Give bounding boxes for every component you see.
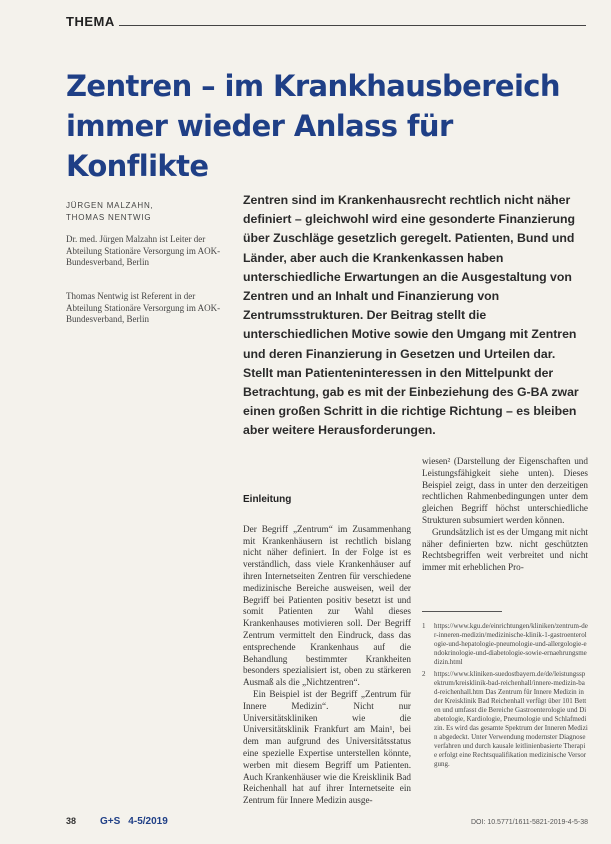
section-rubric (66, 14, 586, 29)
issue-number: 4-5/2019 (128, 816, 168, 827)
title-line-1: Zentren – im Krankhausbereich (66, 69, 560, 103)
footnote-number: 2 (422, 670, 426, 678)
body-column-2 (422, 456, 588, 574)
body-column-1 (243, 494, 411, 807)
footnotes (422, 622, 588, 772)
author-1: JÜRGEN MALZAHN, (66, 201, 154, 210)
section-heading: Einleitung (243, 494, 292, 505)
author-names (66, 200, 226, 224)
author-bio-2: Thomas Nentwig ist Referent in der Abteilung Stationäre Versorgung im AOK-Bundesverband, Berlin (66, 291, 221, 324)
rubric-label: THEMA (66, 14, 115, 29)
rubric-rule (119, 25, 586, 26)
footnote-number: 1 (422, 622, 426, 630)
body-paragraph: Grundsätzlich ist es der Umgang mit nicht näher definierten bzw. nicht geschützten Rechtsbegriffen weit verbreitet und nicht immer mit erheblichen Pro- (422, 526, 588, 573)
doi-label: DOI: 10.5771/1611-5821-2019-4-5-38 (470, 819, 588, 826)
footnote-divider (422, 611, 502, 612)
page-footer (66, 816, 588, 827)
title-line-2: immer wieder Anlass für Konflikte (66, 109, 453, 183)
journal-name: G+S (100, 816, 121, 827)
author-2: THOMAS NENTWIG (66, 213, 152, 222)
footnote (422, 622, 588, 667)
lead-paragraph: Zentren sind im Krankenhausrecht rechtlich nicht näher definiert – gleichwohl wird eine gesonderte Finanzierung über Zuschläge gesetzlich geregelt. Patienten, Bund und Länder, aber auch die Krankenkassen haben unterschiedliche Erwartungen an die Ausgestaltung von Zentren und an Inhalt und Finanzierung von Zentrumsstrukturen. Der Beitrag stellt die unterschiedlichen Motive sowie den Umgang mit Zentren und deren Finanzierung in Gesetzen und Urteilen dar. Stellt man Patienteninteressen in den Mittelpunkt der Betrachtung, gab es mit der Einbeziehung des G-BA zwar einen großen Schritt in die richtige Richtung – es bleiben aber weitere Herausforderungen. (243, 193, 579, 438)
article-title (66, 66, 586, 186)
body-paragraph: Ein Beispiel ist der Begriff „Zentrum für Innere Medizin“. Nicht nur Universitätskliniken wie die Universitätsklinik Frankfurt am Main¹, bei dem man aufgrund des Universitätsstatus eine spezielle Expertise unterstellen könnte, werben mit diesem Begriff um Patienten. Auch Krankenhäuser wie die Kreisklinik Bad Reichenhall hat auf ihrer Internetseite ein Zentrum für Innere Medizin ausge- (243, 688, 411, 806)
body-paragraph: Der Begriff „Zentrum“ im Zusammenhang mit Krankenhäusern ist rechtlich bislang nicht näher definiert. In der Folge ist es verständlich, dass viele Krankenhäuser auf ihren Internetseiten Zentren für verschiedene medizinische Bereiche ausweisen, weil der Begriff bei Patienten positiv besetzt ist und somit Patienten zur Wahl dieses Krankenhauses motivieren soll. Der Begriff Zentrum vermittelt den Eindruck, dass das entsprechende Krankenhaus auf die Behandlung bestimmter Krankheiten besonders spezialisiert ist, oben zu stärkeren Ausmaß als die „Nichtzentren“. (243, 523, 411, 688)
page-number: 38 (66, 816, 77, 826)
author-bio-1: Dr. med. Jürgen Malzahn ist Leiter der Abteilung Stationäre Versorgung im AOK-Bundesverband, Berlin (66, 234, 221, 267)
footnote (422, 670, 588, 769)
body-paragraph: wiesen² (Darstellung der Eigenschaften und Leistungsfähigkeit siehe unten). Dieses Beispiel zeigt, dass in unter den derzeitigen rechtlichen Rahmenbedingungen unter dem gleichen Begriff höchst unterschiedliche Strukturen subsumiert werden können. (422, 456, 588, 525)
footnote-text: https://www.kliniken-suedostbayern.de/de/leistungsspektrum/kreisklinik-bad-reichenhall/innere-medizin-bad-reichenhall.htm Das Zentrum für Innere Medizin in der Kreisklinik Bad Reichenhall verfügt über 101 Betten und umfasst die Bereiche Gastroenterologie und Diabetologie, Kardiologie, Pneumologie und Schlafmedizin. Es wird das gesamte Spektrum der Inneren Medizin abgedeckt. Unter Verwendung modernster Diagnoseverfahren und durch kausale leitlinienbasierte Therapie erfolgt eine Rechtsqualifikation medizinische Versorgung. (434, 670, 588, 768)
footnote-text: https://www.kgu.de/einrichtungen/kliniken/zentrum-der-inneren-medizin/medizinische-klinik-1-gastroenterologie-und-hepatologie-pneumologie-und-allergologie-endokrinologie-und-diabetologie-sowie-ernaehrungsmedizin.html (434, 622, 588, 666)
